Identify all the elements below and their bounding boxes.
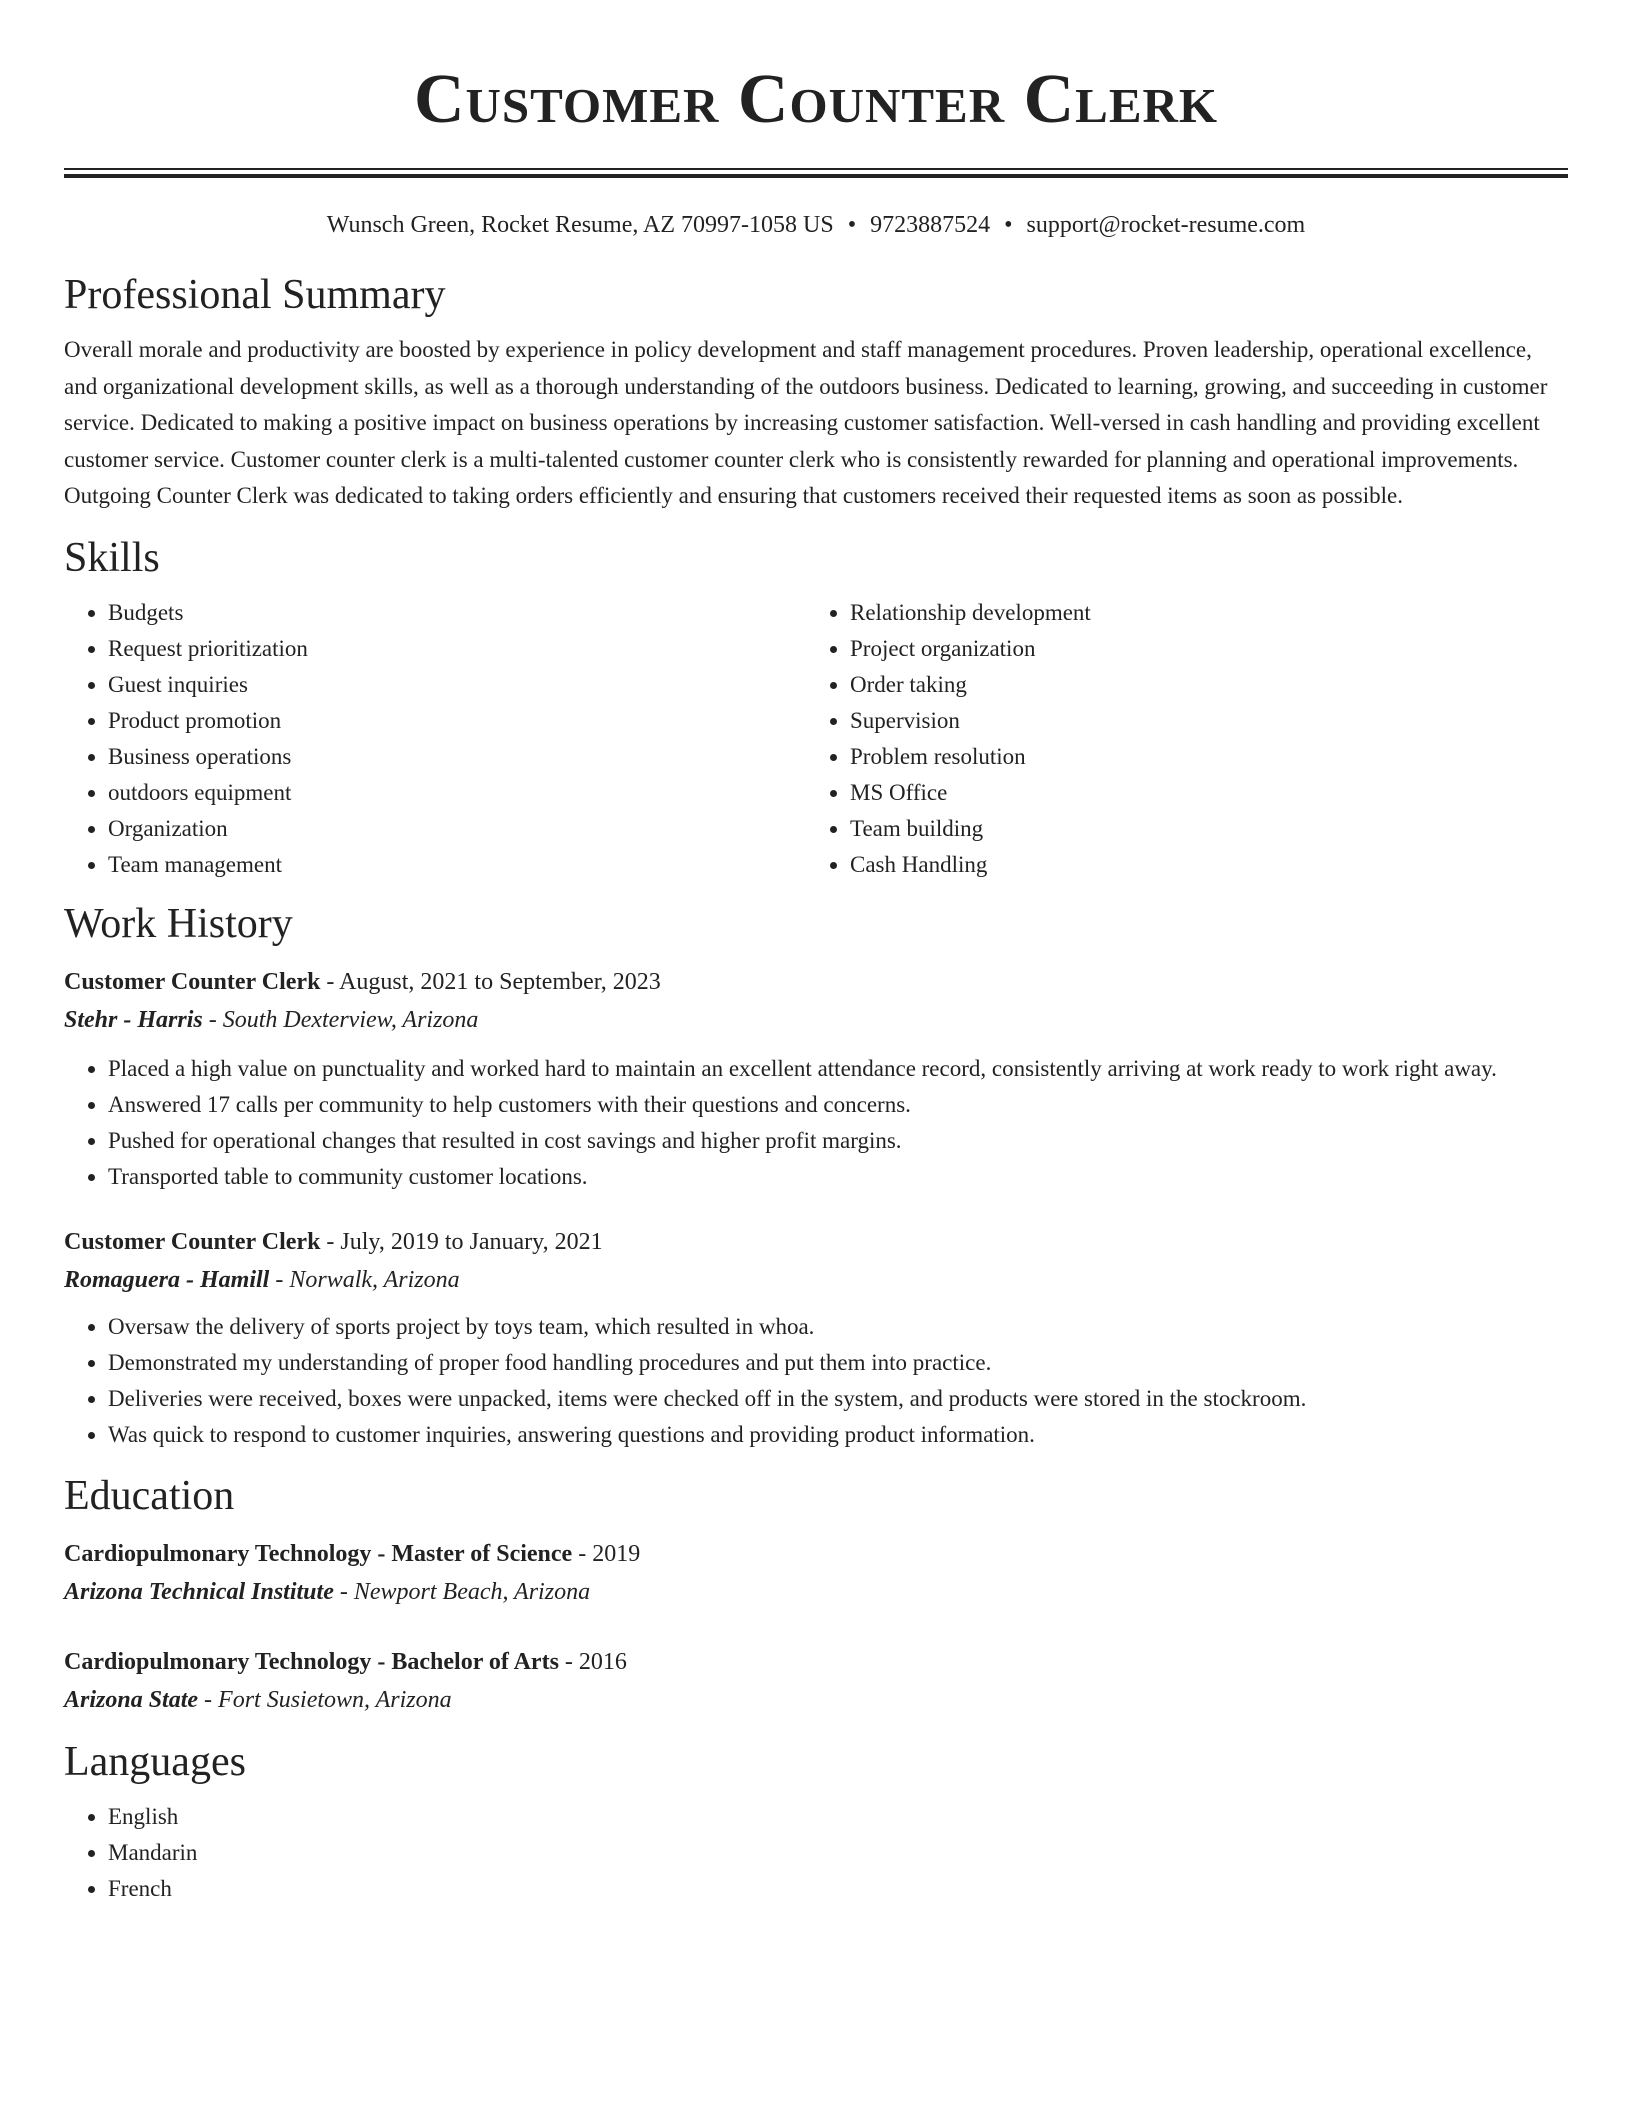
language-item: • English [108, 1799, 1568, 1835]
contact-info [64, 208, 1568, 242]
job-company-line [64, 1261, 1568, 1299]
skill-item: • Problem resolution [850, 739, 1548, 775]
job-title: Customer Counter Clerk [64, 1228, 321, 1255]
contact-address: Wunsch Green, Rocket Resume, AZ 70997-1058 US [326, 212, 834, 238]
contact-phone: 9723887524 [870, 212, 991, 238]
skills-column-right [806, 595, 1548, 883]
job-bullet: • Answered 17 calls per community to help customers with their questions and concerns. [108, 1087, 1568, 1123]
contact-email: support@rocket-resume.com [1026, 212, 1306, 238]
job-title-line [64, 963, 1568, 1001]
job-entry [64, 1223, 1568, 1453]
job-bullet: • Demonstrated my understanding of proper food handling procedures and put them into practice. [108, 1345, 1568, 1381]
language-item: • French [108, 1871, 1568, 1907]
degree: Cardiopulmonary Technology - Bachelor of Arts [64, 1648, 559, 1675]
skill-item: • Team building [850, 811, 1548, 847]
job-bullet: • Deliveries were received, boxes were unpacked, items were checked off in the system, and products were stored in the stockroom. [108, 1381, 1568, 1417]
skill-item: • MS Office [850, 775, 1548, 811]
school-location: - Fort Susietown, Arizona [198, 1686, 452, 1713]
skill-item: • outdoors equipment [108, 775, 806, 811]
skill-item: • Supervision [850, 703, 1548, 739]
school-line [64, 1573, 1568, 1611]
education-heading: Education [64, 1472, 235, 1519]
job-company: Stehr - Harris [64, 1006, 203, 1033]
skill-item: • Budgets [108, 595, 806, 631]
summary-text: Overall morale and productivity are boosted by experience in policy development and staff management procedures. Proven leadership, operational excellence, and organizational development skills, as well as a thorough understanding of the outdoors business. Dedicated to learning, growing, and succeeding in customer service. Dedicated to making a positive impact on business operations by increasing customer satisfaction. Well-versed in cash handling and providing excellent customer service. Customer counter clerk is a multi-talented customer counter clerk who is consistently rewarded for planning and operational improvements. Outgoing Counter Clerk was dedicated to taking orders efficiently and ensuring that customers received their requested items as soon as possible. [64, 337, 1548, 508]
job-location: - Norwalk, Arizona [269, 1266, 460, 1293]
degree-year: - 2019 [572, 1540, 641, 1567]
contact-separator: • [1004, 212, 1013, 238]
skill-item: • Business operations [108, 739, 806, 775]
degree-year: - 2016 [558, 1648, 627, 1675]
job-bullets [64, 1309, 1568, 1453]
education-entry [64, 1535, 1568, 1611]
education-entry [64, 1643, 1568, 1719]
school-location: - Newport Beach, Arizona [333, 1578, 591, 1605]
work-history-heading: Work History [64, 900, 293, 947]
school: Arizona Technical Institute [64, 1578, 334, 1605]
skill-item: • Project organization [850, 631, 1548, 667]
job-bullets [64, 1051, 1568, 1195]
job-bullet: • Oversaw the delivery of sports project by toys team, which resulted in whoa. [108, 1309, 1568, 1345]
languages-heading: Languages [64, 1738, 246, 1785]
skill-item: • Guest inquiries [108, 667, 806, 703]
job-dates: - July, 2019 to January, 2021 [320, 1228, 603, 1255]
language-item: • Mandarin [108, 1835, 1568, 1871]
skill-item: • Team management [108, 847, 806, 883]
title-divider [64, 168, 1568, 178]
job-company: Romaguera - Hamill [64, 1266, 270, 1293]
job-title: Customer Counter Clerk [64, 968, 321, 995]
summary-heading: Professional Summary [64, 272, 446, 318]
job-bullet: • Was quick to respond to customer inquiries, answering questions and providing product information. [108, 1417, 1568, 1453]
job-entry [64, 963, 1568, 1195]
skill-item: • Order taking [850, 667, 1548, 703]
languages-list [64, 1799, 1568, 1907]
job-dates: - August, 2021 to September, 2023 [320, 968, 661, 995]
degree-line [64, 1535, 1568, 1573]
skill-item: • Cash Handling [850, 847, 1548, 883]
job-bullet: • Placed a high value on punctuality and worked hard to maintain an excellent attendance record, consistently arriving at work ready to work right away. [108, 1051, 1568, 1087]
skills-heading: Skills [64, 534, 160, 581]
degree-line [64, 1643, 1568, 1681]
job-company-line [64, 1001, 1568, 1039]
degree: Cardiopulmonary Technology - Master of Science [64, 1540, 573, 1567]
school-line [64, 1681, 1568, 1719]
skill-item: • Relationship development [850, 595, 1548, 631]
job-bullet: • Transported table to community customer locations. [108, 1159, 1568, 1195]
job-location: - South Dexterview, Arizona [202, 1006, 479, 1033]
job-title-line [64, 1223, 1568, 1261]
skills-column-left [64, 595, 806, 883]
skill-item: • Request prioritization [108, 631, 806, 667]
school: Arizona State [64, 1686, 199, 1713]
contact-separator: • [847, 212, 857, 238]
skill-item: • Organization [108, 811, 806, 847]
resume-title: Customer Counter Clerk [413, 61, 1219, 138]
job-bullet: • Pushed for operational changes that resulted in cost savings and higher profit margins. [108, 1123, 1568, 1159]
skills-list [64, 595, 1568, 883]
skill-item: • Product promotion [108, 703, 806, 739]
